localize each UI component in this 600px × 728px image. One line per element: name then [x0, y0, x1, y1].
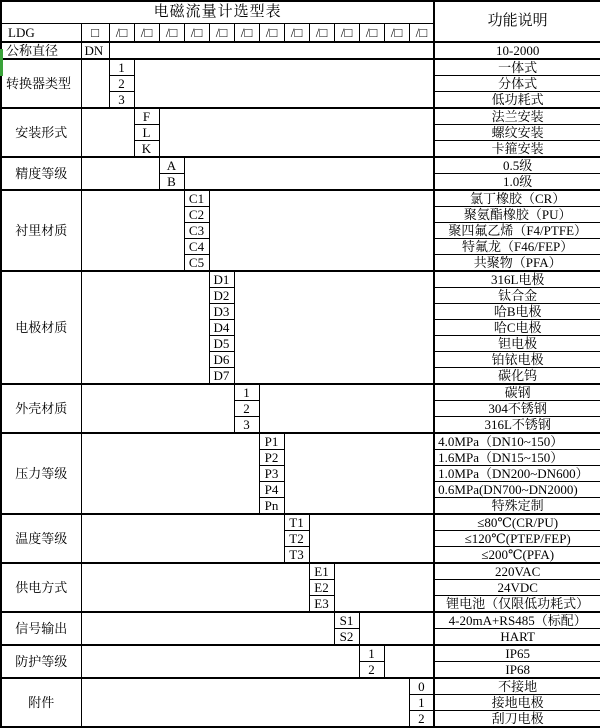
option-description: 0.5级: [434, 157, 600, 174]
spacer-cell: [134, 59, 434, 108]
table-row: [1, 612, 600, 629]
selection-box-5: /□: [209, 24, 234, 43]
option-code: C1: [184, 190, 209, 207]
spacer-cell: [209, 190, 434, 271]
spacer-cell: [81, 645, 359, 678]
group-label: 电极材质: [1, 271, 81, 384]
spacer-cell: [81, 271, 209, 384]
selection-box-13: /□: [409, 24, 434, 43]
group-label: 压力等级: [1, 433, 81, 514]
option-description: ≤200℃(PFA): [434, 547, 600, 564]
option-code: L: [134, 125, 159, 141]
option-code: C5: [184, 255, 209, 272]
option-description: 共聚物（PFA）: [434, 255, 600, 272]
option-description: 钛合金: [434, 288, 600, 304]
option-code: 1: [359, 645, 384, 662]
option-description: 特氟龙（F46/FEP）: [434, 239, 600, 255]
spacer-cell: [81, 678, 409, 727]
option-code: 3: [234, 417, 259, 434]
option-description: 1.0级: [434, 174, 600, 191]
option-code: T3: [284, 547, 309, 564]
spacer-cell: [309, 514, 434, 563]
option-code: 2: [409, 711, 434, 728]
option-code: 3: [109, 92, 134, 109]
option-description: 特殊定制: [434, 498, 600, 515]
table-row: [1, 384, 600, 401]
spacer-cell: [109, 42, 434, 59]
table-row: [1, 514, 600, 531]
option-code: 0: [409, 678, 434, 695]
option-description: 304不锈钢: [434, 401, 600, 417]
group-label: 信号输出: [1, 612, 81, 645]
option-code: D6: [209, 352, 234, 368]
option-description: ≤80℃(CR/PU): [434, 514, 600, 531]
option-code: P3: [259, 466, 284, 482]
option-code: C2: [184, 207, 209, 223]
spacer-cell: [81, 384, 234, 433]
option-description: 法兰安装: [434, 108, 600, 125]
option-description: 316L电极: [434, 271, 600, 288]
spacer-cell: [81, 59, 109, 108]
option-description: HART: [434, 629, 600, 646]
spacer-cell: [384, 645, 434, 678]
selection-box-3: /□: [159, 24, 184, 43]
option-code: C3: [184, 223, 209, 239]
selection-box-7: /□: [259, 24, 284, 43]
selection-box-4: /□: [184, 24, 209, 43]
spacer-cell: [81, 514, 284, 563]
green-scan-artifact: [0, 49, 3, 76]
option-code: P2: [259, 450, 284, 466]
spacer-cell: [359, 612, 434, 645]
spacer-cell: [81, 563, 309, 612]
page-title: 电磁流量计选型表: [1, 1, 434, 24]
option-code: 2: [359, 662, 384, 679]
option-description: 锂电池（仅限低功耗式）: [434, 596, 600, 613]
option-description: 24VDC: [434, 580, 600, 596]
option-code: C4: [184, 239, 209, 255]
option-code: D3: [209, 304, 234, 320]
option-code: E3: [309, 596, 334, 613]
table-row: [1, 433, 600, 450]
spacer-cell: [159, 108, 434, 157]
option-description: 10-2000: [434, 42, 600, 59]
group-label: 衬里材质: [1, 190, 81, 271]
group-label: 外壳材质: [1, 384, 81, 433]
group-label: 防护等级: [1, 645, 81, 678]
group-label: 精度等级: [1, 157, 81, 190]
option-description: 铂铱电极: [434, 352, 600, 368]
spacer-cell: [284, 433, 434, 514]
table-row: [1, 108, 600, 125]
option-description: IP68: [434, 662, 600, 679]
option-code: T1: [284, 514, 309, 531]
table-row: [1, 645, 600, 662]
option-code: E1: [309, 563, 334, 580]
group-label: 公称直径: [1, 42, 81, 59]
selection-box-12: /□: [384, 24, 409, 43]
spacer-cell: [234, 271, 434, 384]
table-row: [1, 563, 600, 580]
spacer-cell: [81, 612, 334, 645]
option-code: DN: [81, 42, 109, 59]
table-row: [1, 190, 600, 207]
spacer-cell: [81, 157, 159, 190]
option-description: IP65: [434, 645, 600, 662]
table-row: [1, 59, 600, 76]
group-label: 温度等级: [1, 514, 81, 563]
selection-box-1: /□: [109, 24, 134, 43]
model-prefix: LDG: [1, 24, 81, 43]
table-row: [1, 1, 600, 24]
option-description: 聚氨酯橡胶（PU）: [434, 207, 600, 223]
option-description: 一体式: [434, 59, 600, 76]
table-row: [1, 157, 600, 174]
function-column-header: 功能说明: [434, 1, 600, 42]
option-description: 不接地: [434, 678, 600, 695]
selection-box-6: /□: [234, 24, 259, 43]
option-description: 1.0MPa（DN200~DN600）: [434, 466, 600, 482]
option-description: 刮刀电极: [434, 711, 600, 728]
option-code: D1: [209, 271, 234, 288]
spacer-cell: [81, 433, 259, 514]
option-description: 聚四氟乙烯（F4/PTFE）: [434, 223, 600, 239]
option-code: K: [134, 141, 159, 158]
spacer-cell: [81, 108, 134, 157]
option-description: 4.0MPa（DN10~150）: [434, 433, 600, 450]
table-row: [1, 271, 600, 288]
group-label: 安装形式: [1, 108, 81, 157]
selection-box-10: /□: [334, 24, 359, 43]
selection-box-11: /□: [359, 24, 384, 43]
option-code: D4: [209, 320, 234, 336]
option-description: 316L不锈钢: [434, 417, 600, 434]
option-code: B: [159, 174, 184, 191]
option-description: 220VAC: [434, 563, 600, 580]
option-description: 1.6MPa（DN15~150）: [434, 450, 600, 466]
option-code: 1: [234, 384, 259, 401]
selection-box-9: /□: [309, 24, 334, 43]
option-description: 氯丁橡胶（CR）: [434, 190, 600, 207]
option-description: 分体式: [434, 76, 600, 92]
spacer-cell: [259, 384, 434, 433]
option-code: A: [159, 157, 184, 174]
option-code: E2: [309, 580, 334, 596]
option-description: 接地电极: [434, 695, 600, 711]
option-description: 哈C电极: [434, 320, 600, 336]
option-code: 2: [234, 401, 259, 417]
group-label: 附件: [1, 678, 81, 727]
option-code: D2: [209, 288, 234, 304]
option-description: 碳钢: [434, 384, 600, 401]
option-code: F: [134, 108, 159, 125]
option-code: P1: [259, 433, 284, 450]
selection-box-2: /□: [134, 24, 159, 43]
option-code: D5: [209, 336, 234, 352]
option-description: 0.6MPa(DN700~DN2000): [434, 482, 600, 498]
option-code: T2: [284, 531, 309, 547]
option-code: S2: [334, 629, 359, 646]
group-label: 转换器类型: [1, 59, 81, 108]
option-description: 螺纹安装: [434, 125, 600, 141]
option-description: 4-20mA+RS485（标配）: [434, 612, 600, 629]
spacer-cell: [334, 563, 434, 612]
option-code: 1: [109, 59, 134, 76]
option-description: 钽电极: [434, 336, 600, 352]
option-code: D7: [209, 368, 234, 385]
option-code: 1: [409, 695, 434, 711]
option-description: ≤120℃(PTEP/FEP): [434, 531, 600, 547]
option-code: Pn: [259, 498, 284, 515]
option-code: P4: [259, 482, 284, 498]
table-row: [1, 42, 600, 59]
group-label: 供电方式: [1, 563, 81, 612]
option-description: 低功耗式: [434, 92, 600, 109]
option-code: 2: [109, 76, 134, 92]
selection-box-8: /□: [284, 24, 309, 43]
spacer-cell: [81, 190, 184, 271]
option-description: 哈B电极: [434, 304, 600, 320]
spacer-cell: [184, 157, 434, 190]
table-row: [1, 678, 600, 695]
option-code: S1: [334, 612, 359, 629]
option-description: 卡箍安装: [434, 141, 600, 158]
option-description: 碳化钨: [434, 368, 600, 385]
size-box-cell: □: [81, 24, 109, 43]
